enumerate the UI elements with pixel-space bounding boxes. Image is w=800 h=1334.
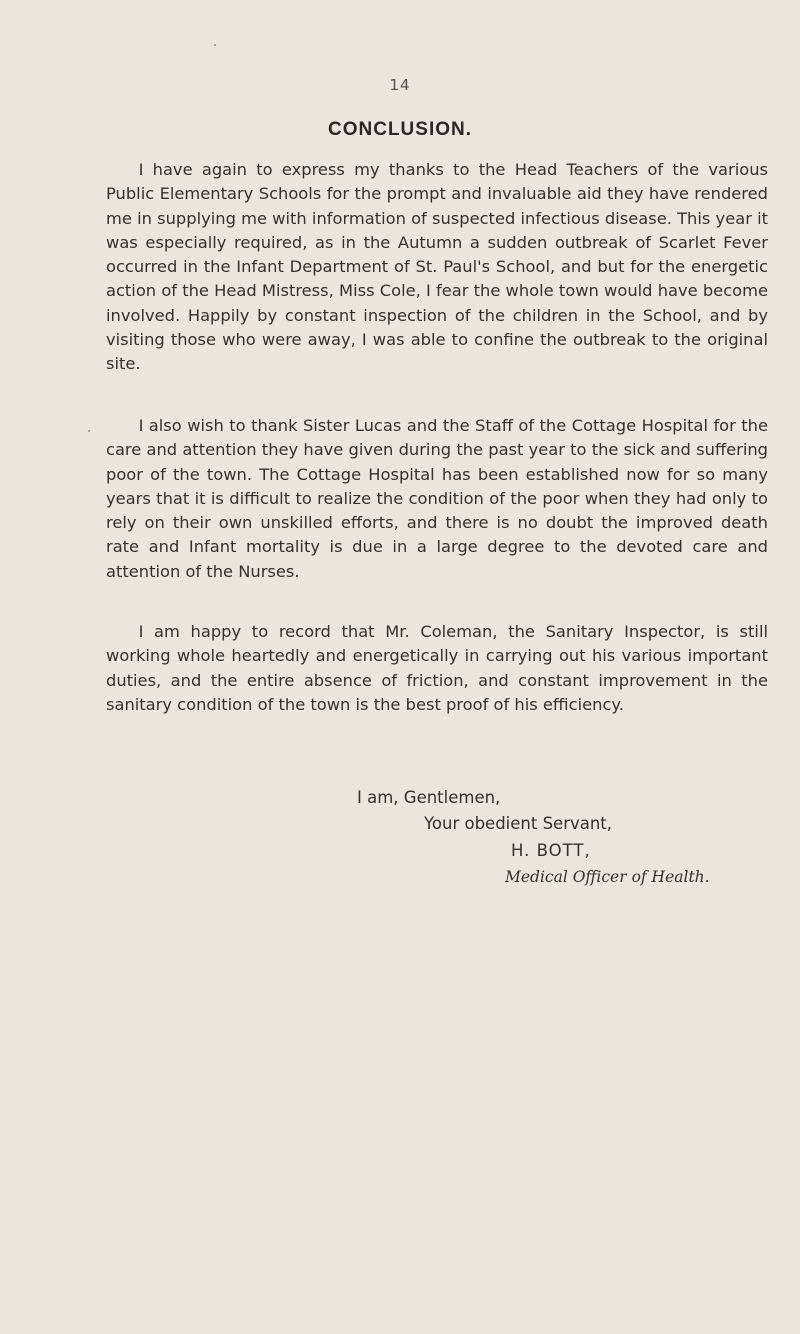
paragraph-sanitary-inspector xyxy=(106,620,768,717)
paragraph-text: I also wish to thank Sister Lucas and the Staff of the Cottage Hospital for the care and attention they have given during the past year to the sick and suffering poor of the town. The Cottage Hospital has been established now for so many years that it is difficult to realize the condition of the poor when they had only to rely on their own unskilled efforts, and there is no doubt the improved death rate and Infant mortality is due in a large degree to the devoted care and attention of the Nurses. xyxy=(106,416,768,581)
signature-name: H. BOTT, xyxy=(511,841,591,860)
paragraph-thanks-hospital xyxy=(106,414,768,584)
paper-speck xyxy=(88,430,90,432)
paragraph-text: I am happy to record that Mr. Coleman, the Sanitary Inspector, is still working whole heartedly and energetically in carrying out his various important duties, and the entire absence of friction, and constant improvement in the sanitary condition of the town is the best proof of his efficiency. xyxy=(106,622,768,714)
closing-servant-line: Your obedient Servant, xyxy=(424,814,613,833)
paragraph-text: I have again to express my thanks to the Head Teachers of the various Public Elementary Schools for the prompt and invaluable aid they have rendered me in supplying me with information of suspected infectious disease. This year it was especially required, as in the Autumn a sudden outbreak of Scarlet Fever occurred in the Infant Department of St. Paul's School, and but for the energetic action of the Head Mistress, Miss Cole, I fear the whole town would have become involved. Happily by constant inspection of the children in the School, and by visiting those who were away, I was able to confine the outbreak to the original site. xyxy=(106,160,768,374)
signature-title: Medical Officer of Health. xyxy=(505,868,710,886)
paragraph-thanks-teachers xyxy=(106,158,768,377)
closing-salutation: I am, Gentlemen, xyxy=(357,788,501,807)
page-number: 14 xyxy=(389,76,411,94)
paper-speck xyxy=(214,44,216,46)
section-heading: CONCLUSION. xyxy=(328,119,472,140)
